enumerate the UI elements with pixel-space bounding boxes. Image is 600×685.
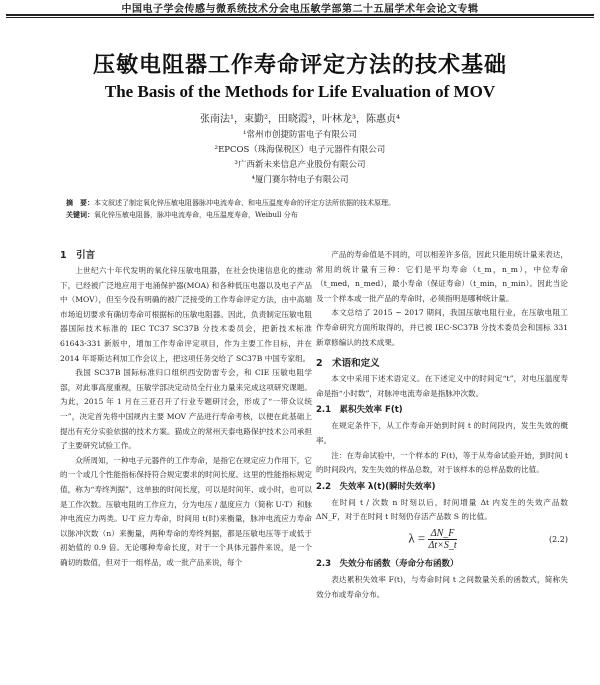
paragraph: 在时间 t / 次数 n 时刻以后，时间增量 Δt 内发生的失效产品数 ΔN_F，对于在时间 t 时刻仍存活产品数 S 的比值。 bbox=[316, 497, 568, 522]
affiliation: ³广西新未来信息产业股份有限公司 bbox=[234, 160, 366, 170]
paper-title-en: The Basis of the Methods for Life Evaluation of MOV bbox=[104, 82, 496, 101]
paragraph: 我国 SC37B 国际标准归口组织西安防雷专会，和 CIE 压敏电阻学部，对此事高度重视，压敏学部决定动员全行业力量来完成这项研究课题。为此，2015 年 1 月在三亚召开了行业专题研讨会，形成了“一带众议统一”，决定首先将中国规内主要 MOV 产品进行寿命考核，以便在此基础上提出有充分实验依据的技术方案。猫成立的常州天泰电路保护技术公司承担了主要研究试验工作。 bbox=[60, 368, 312, 451]
paragraph: 注：在寿命试验中，一个样本的 F(t)，等于从寿命试验开始，到时间 t 的时间段内，发生失效的样品总数，对于该样本的总样品数的比值。 bbox=[316, 450, 568, 475]
affiliation: ¹常州市创捷防雷电子有限公司 bbox=[243, 130, 357, 140]
section-heading-terms: 2 术语和定义 bbox=[316, 358, 380, 370]
paper-title-cn: 压敏电阻器工作寿命评定方法的技术基础 bbox=[92, 53, 507, 78]
paragraph: 上世纪六十年代发明的氧化锌压敏电阻器，在社会快速信息化的推动下，已经被广泛地应用于电涌保护器(MOA) 和各种低压电器以及电子产品中（MOV），但至今没有明确的被广泛接受的工作寿命评定方法，由中高端市场追切要求有确切寿命可根据标的压敏电阻器。因此，负责制定压敏电阻器国际技术标准的 IEC TC37 SC37B 分技术委员会，把新技术标准 61643-331 新版中，增加工作寿命评定项目，作为主要工作目标，并在 2014 年哥斯达利加工作会议上，把这项任务交给了 SC37B 中国专家组。 bbox=[60, 266, 312, 363]
equation-number: (2.2) bbox=[549, 534, 568, 544]
section-heading-intro: 1 引言 bbox=[60, 250, 96, 261]
journal-header: 中国电子学会传感与微系统技术分会电压敏学部第二十五届学术年会论文专辑 bbox=[121, 4, 479, 15]
paragraph: 在规定条件下，从工作寿命开始到时间 t 的时间段内，发生失效的概率。 bbox=[316, 421, 568, 445]
subsection-heading: 2.1 累积失效率 F(t) bbox=[316, 405, 403, 416]
equation-lhs: λ = bbox=[408, 530, 426, 546]
affiliation: ²EPCOS（珠海保税区）电子元器件有限公司 bbox=[214, 145, 386, 155]
subsection-heading: 2.2 失效率 λ(t)(瞬时失效率) bbox=[316, 481, 436, 492]
abstract-text: 本文叙述了制定氧化锌压敏电阻器脉冲电流寿命、和电压温度寿命的评定方法所依据的技术原理。 bbox=[94, 199, 395, 207]
subsection-heading: 2.3 失效分布函数（寿命分布函数） bbox=[316, 558, 459, 569]
equation-fraction bbox=[428, 528, 456, 551]
paragraph: 产品的寿命值是不同的，可以相差许多倍，因此只能用统计量来表达，常用的统计量有三种：它们是平均寿命（t_m，n_m），中位寿命（t_med，n_med），最小寿命（保证寿命）（t_min，n_min）。因此当论及一个样本或一批产品的寿命时，必须指明是哪种统计量。 bbox=[316, 250, 568, 303]
equation-body bbox=[316, 528, 549, 551]
keywords bbox=[66, 210, 540, 221]
affiliation: ⁴厦门赛尔特电子有限公司 bbox=[251, 175, 349, 185]
right-column bbox=[316, 248, 568, 602]
paragraph: 表达累积失效率 F(t)，与寿命时间 t 之间数量关系的函数式，简称失效分布或寿命分布。 bbox=[316, 574, 568, 599]
paragraph: 众所周知，一种电子元器件的工作寿命，是指它在规定应力作用下，它的一个或几个性能指标保持符合规定要求的时间长度。这里的性能指标规定值，称为“寿终判据”，这单独的时间长度，可以是时间年、或小时，也可以是工作次数。压敏电阻的工作应力，分为电压 / 温度应力（简称 U-T）和脉冲电流应力两类。U-T 应力寿命，时间用 t(时)来衡量，脉冲电流应力寿命以脉冲次数（n）来衡量，两种寿命的寿终判据，都是压敏电压等于或低于初始值的 0.9 倍。无论哪种寿命长度，对于一个具体元器件来说，是一个确切的数值，但对于一组样品，或一批产品来说，每个 bbox=[60, 455, 312, 567]
equation bbox=[316, 525, 568, 555]
keywords-label: 关键词： bbox=[66, 211, 94, 219]
equation-denominator: Δt×S_t bbox=[428, 540, 457, 552]
left-column bbox=[60, 248, 312, 570]
equation-numerator: ΔN_F bbox=[428, 528, 456, 540]
header-rule bbox=[6, 14, 594, 18]
abstract-label: 摘 要： bbox=[66, 199, 94, 207]
paragraph: 本文中采用下述术语定义。在下述定义中的时间定“t”，对电压温度寿命是指“小时数”，对脉冲电流寿命是指脉冲次数。 bbox=[316, 374, 568, 398]
author-list: 张南法¹，束勤²，田晓霞³，叶林龙³，陈惠贞⁴ bbox=[199, 114, 401, 125]
abstract bbox=[66, 198, 540, 209]
keywords-text: 氧化锌压敏电阻器，脉冲电流寿命，电压温度寿命，Weibull 分布 bbox=[94, 211, 298, 219]
paragraph: 本文总结了 2015 ~ 2017 期间，我国压敏电阻行业，在压敏电阻工作寿命研究方面所取得的，并已被 IEC-SC37B 分技术委员会和国标 331 新章修编认的技术成果。 bbox=[316, 308, 568, 347]
